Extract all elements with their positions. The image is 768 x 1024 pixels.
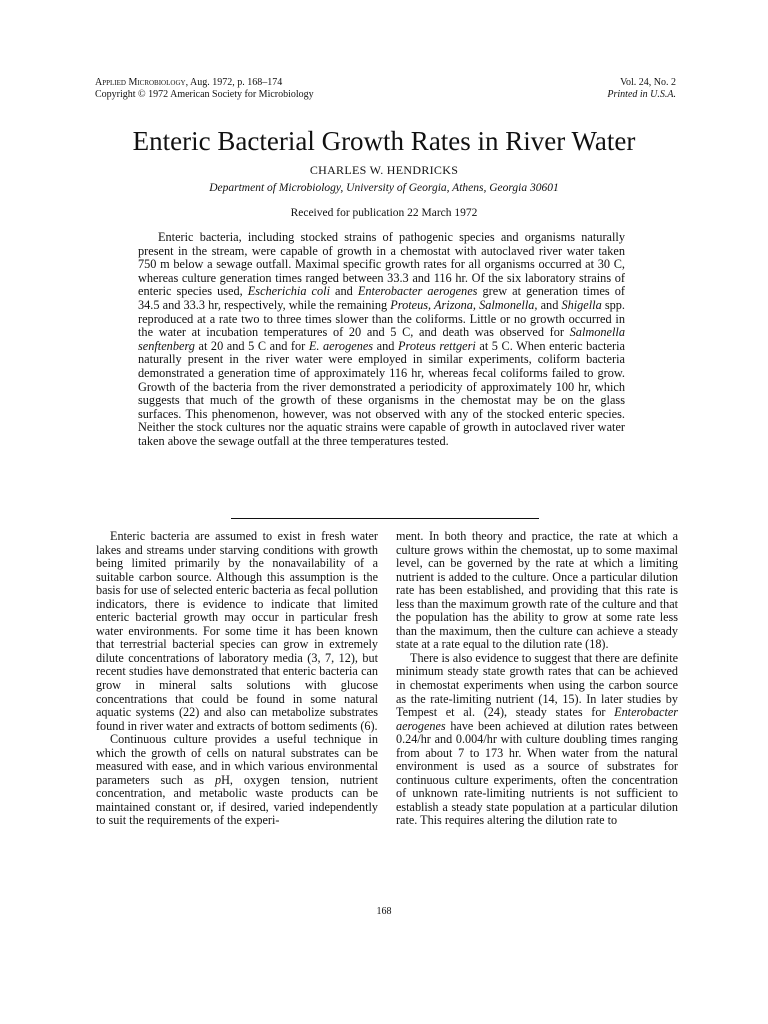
abstract-text: grew at generation times of 34.5 and 33.3 hr, respectively, while the remaining bbox=[138, 284, 625, 312]
abstract-species: Proteus, Arizona, Salmonella, bbox=[390, 297, 538, 312]
body-text: H, oxygen tension, nutrient concentration, and metabolic waste products can be maintained constant or, if desired, varied independently to suit the requirements of the experi- bbox=[96, 772, 378, 828]
volume-info: Vol. 24, No. 2 bbox=[620, 77, 676, 88]
abstract-text: at 5 C. When enteric bacteria naturally present in the river water were employed in similar experiments, coliform bacteria demonstrated a generation time of approximately 116 hr, whereas fecal coliforms failed to grow. Growth of the bacteria from the river demonstrated a periodicity of approximately 100 hr, which suggests that much of the growth of these organisms in the chemostat may be on the glass surfaces. This phenomenon, however, was not observed with any of the stocked enteric species. Neither the stock cultures nor the aquatic strains were capable of growth in autoclaved river water taken above the sewage outfall at the three temperatures tested. bbox=[138, 338, 626, 448]
body-italic: Enterobacter aerogenes bbox=[396, 705, 678, 733]
body-paragraph bbox=[96, 733, 378, 828]
copyright-line: Copyright © 1972 American Society for Microbiology bbox=[95, 89, 314, 100]
body-text: Continuous culture provides a useful technique in which the growth of cells on natural substrates can be measured with ease, and in which various environmental parameters such as bbox=[96, 732, 378, 787]
journal-citation bbox=[95, 77, 314, 89]
abstract-text: at 20 and 5 C and for bbox=[194, 338, 309, 353]
section-divider bbox=[231, 518, 539, 519]
body-paragraph: ment. In both theory and practice, the rate at which a culture grows within the chemostat, up to some maximal level, can be governed by the rate at which a limiting nutrient is added to the culture. Once a particular dilution rate has been established, and providing that this rate is less than the maximum growth rate of the culture and that the population has the ability to grow at some rate less than the maximum, then the culture can achieve a steady state at a rate equal to the dilution rate (18). bbox=[396, 529, 678, 652]
body-paragraph bbox=[396, 652, 678, 828]
abstract-text: spp. reproduced at a rate two to three times slower than the coliforms. Little or no growth occurred in the water at incubation temperatures of 20 and 5 C, and death was observed for bbox=[138, 297, 625, 340]
volume-header bbox=[607, 77, 676, 101]
issue-info: , Aug. 1972, p. 168–174 bbox=[185, 77, 283, 88]
received-date: Received for publication 22 March 1972 bbox=[290, 207, 478, 219]
author-name: CHARLES W. HENDRICKS bbox=[309, 163, 459, 177]
abstract-species: Enterobacter aerogenes bbox=[357, 284, 478, 299]
abstract-species: E. aerogenes bbox=[308, 338, 374, 353]
author-affiliation: Department of Microbiology, University of Georgia, Athens, Georgia 30601 bbox=[209, 182, 559, 194]
journal-header bbox=[95, 77, 314, 101]
abstract-text: and bbox=[537, 297, 562, 312]
abstract-species: Proteus rettgeri bbox=[398, 338, 476, 353]
page-number: 168 bbox=[376, 906, 392, 917]
journal-name: Applied Microbiology bbox=[95, 77, 186, 88]
abstract-species: Salmonella senftenberg bbox=[138, 325, 625, 353]
body-text: There is also evidence to suggest that there are definite minimum steady state growth rates that can be achieved in chemostat experiments when using the carbon source as the rate-limiting nutrient (14, 15). In later studies by Tempest et al. (24), steady states for bbox=[396, 650, 678, 720]
body-text: have been achieved at dilution rates between 0.24/hr and 0.004/hr with culture doubling times ranging from about 7 to 173 hr. When water from the natural environment is used as a source of substrates for continuous culture experiments, often the concentration of unknown rate-limiting nutrients is not sufficient to establish a steady state population at a particular dilution rate. This requires altering the dilution rate to bbox=[396, 718, 678, 828]
abstract bbox=[138, 231, 625, 449]
printed-in: Printed in U.S.A. bbox=[607, 89, 676, 100]
article-title: Enteric Bacterial Growth Rates in River Water bbox=[132, 126, 636, 156]
abstract-species: Shigella bbox=[561, 297, 602, 312]
abstract-text: and bbox=[373, 338, 398, 353]
body-italic: p bbox=[214, 772, 222, 787]
body-column-left bbox=[96, 530, 378, 828]
body-paragraph: Enteric bacteria are assumed to exist in fresh water lakes and streams under starving conditions with growth being limited primarily by the nonavailability of a suitable carbon source. Although this assumption is the basis for use of selected enteric bacteria as fecal pollution indicators, there is evidence to indicate that limited enteric bacterial growth may occur in particular fresh water environments. For some time it has been known that terrestrial bacterial species can grow in extremely dilute concentrations of laboratory media (3, 7, 12), but recent studies have demonstrated that enteric bacteria can grow in mineral salts solutions with glucose concentrations that could be found in some natural aquatic systems (22) and also can metabolize substrates found in river water and extracts of bottom sediments (6). bbox=[96, 529, 378, 733]
abstract-text: Enteric bacteria, including stocked strains of pathogenic species and organisms naturally present in the stream, were capable of growth in a chemostat with autoclaved river water taken 750 m below a sewage outfall. Maximal specific growth rates for all organisms occurred at 30 C, whereas culture generation times ranged between 33.3 and 116 hr. Of the six laboratory strains of enteric species used, bbox=[138, 230, 625, 299]
abstract-species: Escherichia coli bbox=[247, 284, 330, 299]
body-column-right bbox=[396, 530, 678, 828]
abstract-text: and bbox=[330, 284, 358, 299]
